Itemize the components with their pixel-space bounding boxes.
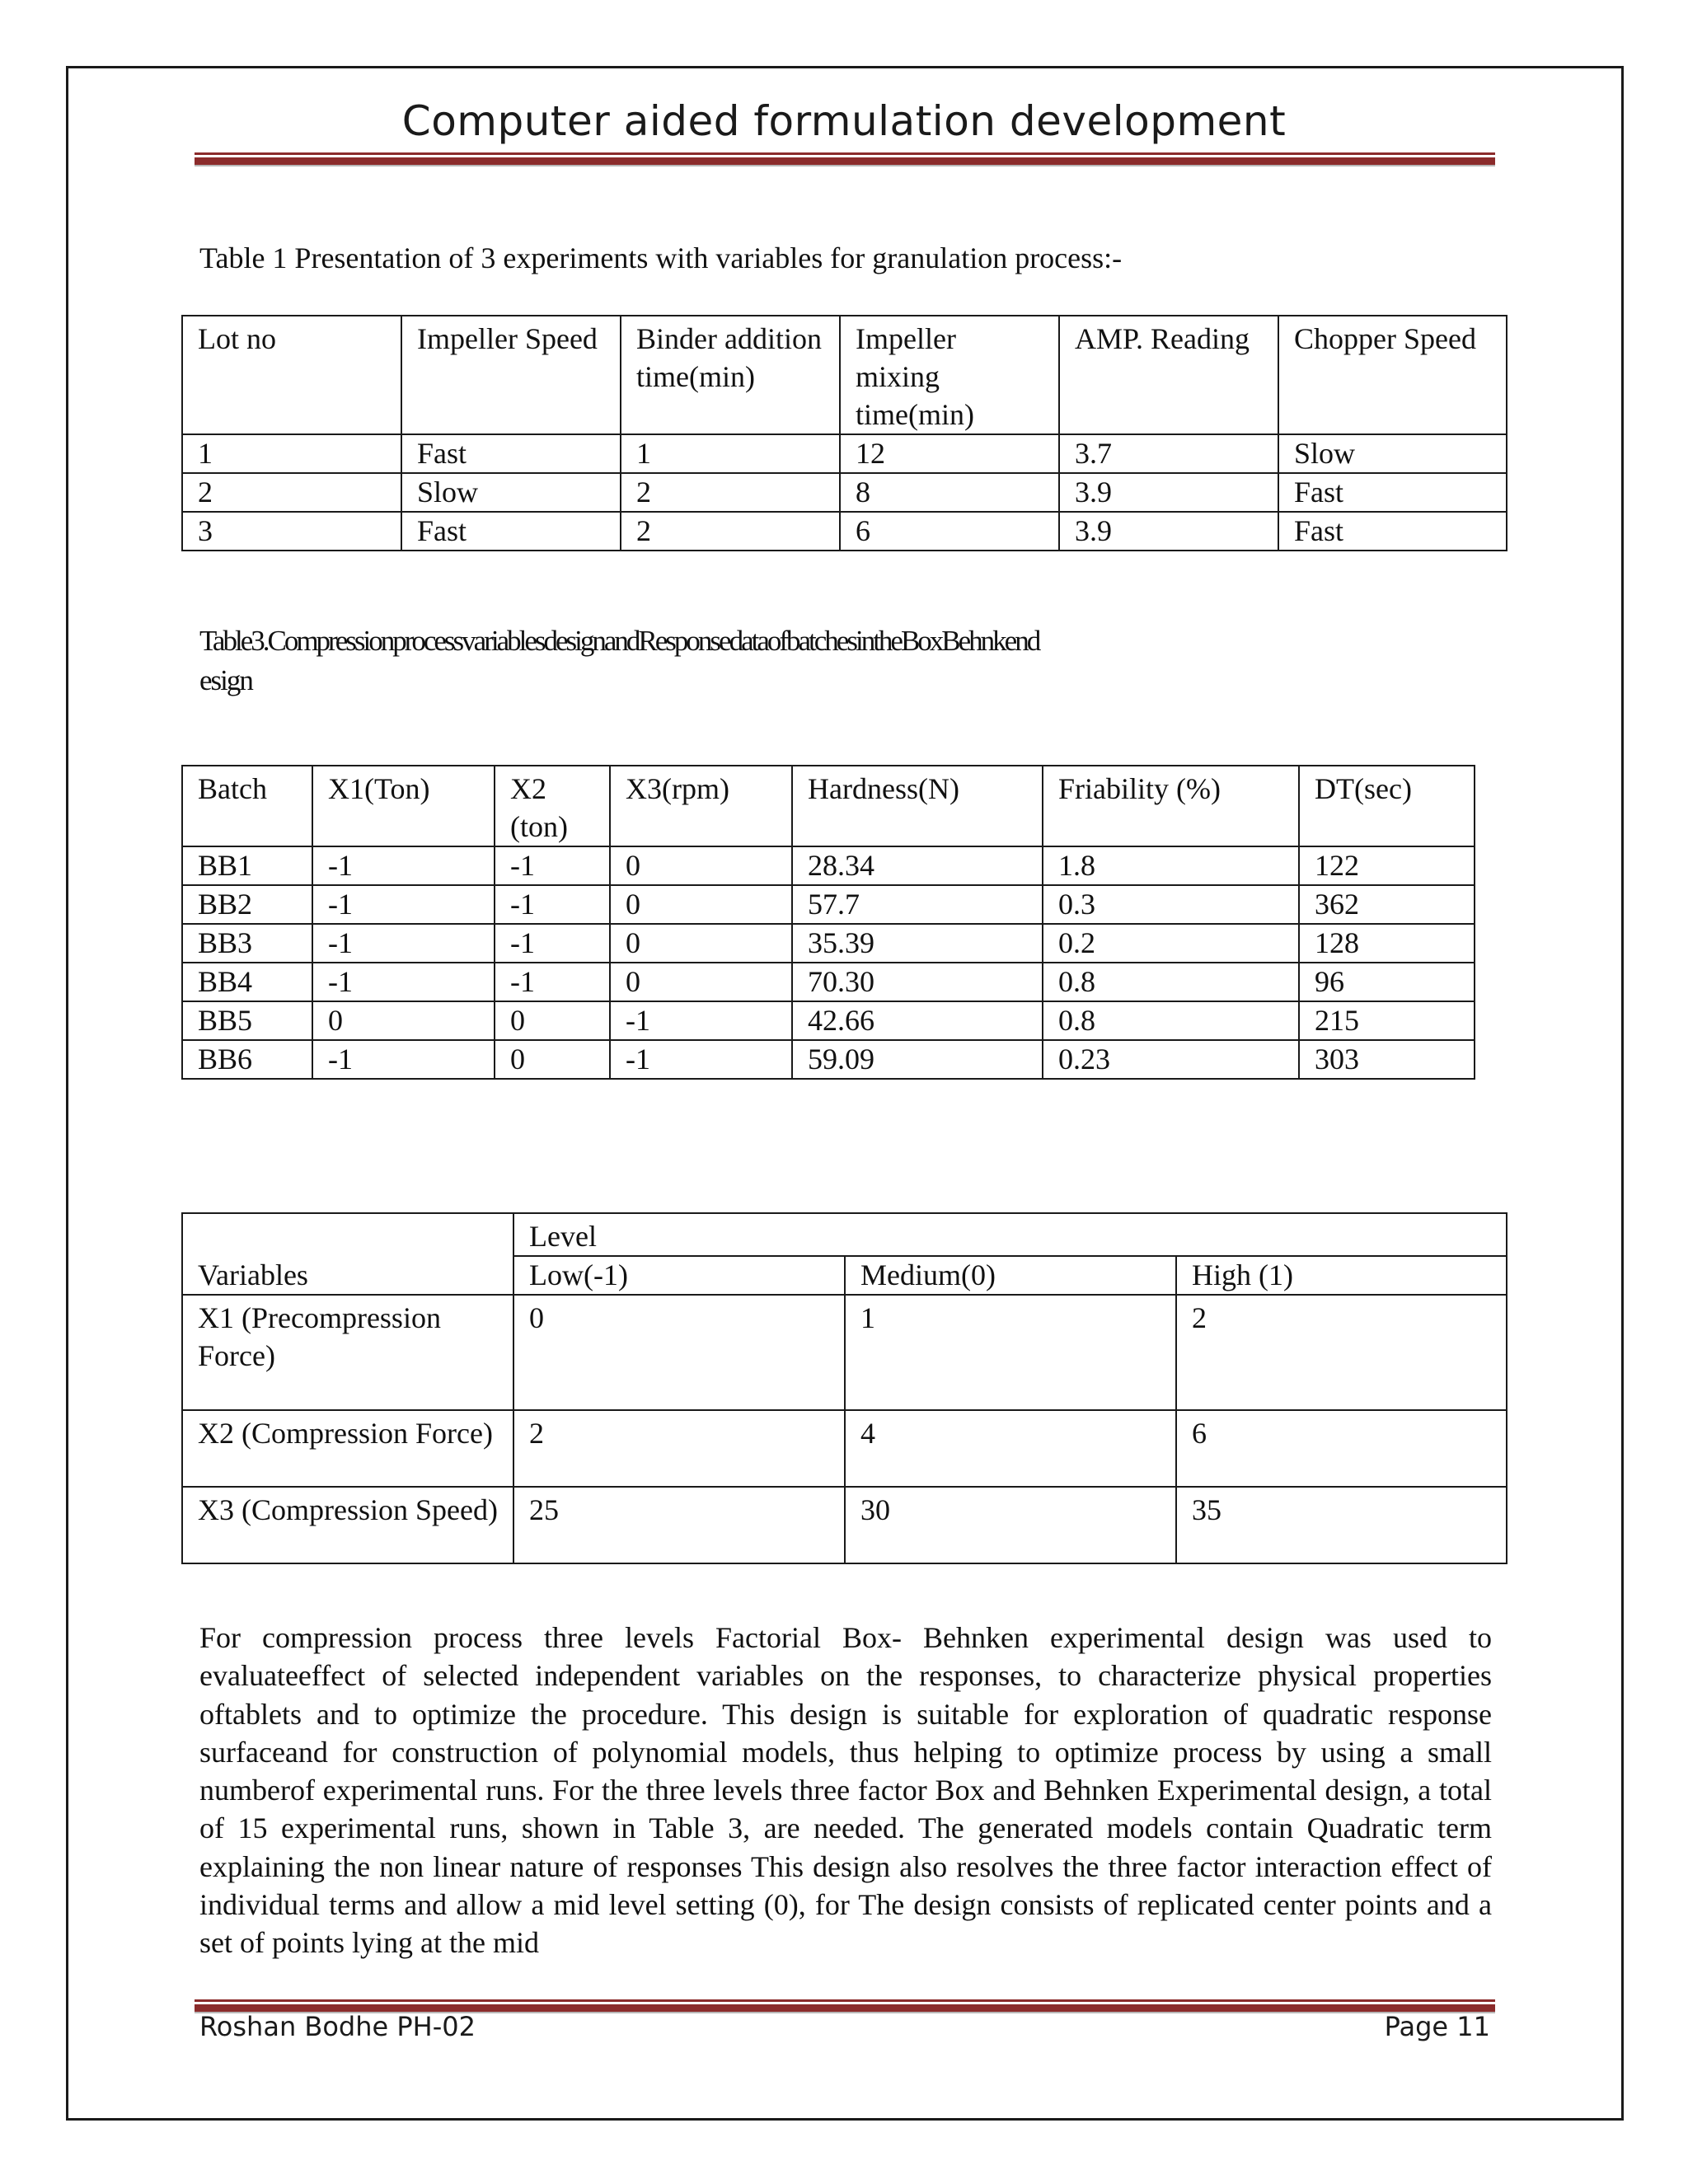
table-row: [182, 1410, 1507, 1487]
table-header-cell: Chopper Speed: [1278, 316, 1507, 434]
footer-author: Roshan Bodhe PH-02: [199, 2011, 476, 2042]
table-cell: 30: [845, 1487, 1176, 1563]
table-cell: 215: [1299, 1001, 1475, 1040]
table-header-cell: X1(Ton): [312, 766, 495, 846]
table-row: [182, 473, 1507, 512]
table-header-cell: X2 (ton): [495, 766, 610, 846]
table-cell: BB5: [182, 1001, 312, 1040]
table-cell: 28.34: [792, 846, 1043, 885]
compression-table: [181, 765, 1475, 1080]
table-cell: 0: [495, 1040, 610, 1079]
table-header-cell: Lot no: [182, 316, 401, 434]
table-row: [182, 846, 1475, 885]
table-cell: -1: [312, 885, 495, 924]
table-cell: -1: [312, 846, 495, 885]
table-header-cell: Binder addition time(min): [621, 316, 840, 434]
page-header-title: Computer aided formulation development: [401, 97, 1287, 145]
table-cell: 59.09: [792, 1040, 1043, 1079]
table-cell: 57.7: [792, 885, 1043, 924]
table-header-row: [182, 766, 1475, 846]
table-cell: 25: [513, 1487, 845, 1563]
table-header-cell: DT(sec): [1299, 766, 1475, 846]
variable-name-cell: X2 (Compression Force): [182, 1410, 513, 1487]
table-row: [182, 1295, 1507, 1410]
table-cell: -1: [312, 1040, 495, 1079]
table-row: [182, 1040, 1475, 1079]
table-header-cell: Hardness(N): [792, 766, 1043, 846]
table-cell: 12: [840, 434, 1059, 473]
table-cell: -1: [312, 963, 495, 1001]
table-cell: 3: [182, 512, 401, 551]
level-header-cell: Level: [513, 1213, 1507, 1256]
table-cell: 2: [621, 512, 840, 551]
header-rule: [195, 152, 1495, 166]
table-cell: 0.8: [1043, 1001, 1299, 1040]
table-cell: 3.7: [1059, 434, 1278, 473]
table-cell: 3.9: [1059, 512, 1278, 551]
table-cell: -1: [610, 1040, 792, 1079]
table-header-cell: AMP. Reading: [1059, 316, 1278, 434]
table1-caption: Table 1 Presentation of 3 experiments with variables for granulation process:-: [199, 241, 1123, 274]
table-cell: 122: [1299, 846, 1475, 885]
table-cell: -1: [495, 846, 610, 885]
table-cell: 3.9: [1059, 473, 1278, 512]
table-cell: 2: [182, 473, 401, 512]
table-cell: 6: [840, 512, 1059, 551]
table-cell: Slow: [1278, 434, 1507, 473]
table-cell: 2: [621, 473, 840, 512]
table-header-cell: Impeller mixing time(min): [840, 316, 1059, 434]
variable-name-cell: X3 (Compression Speed): [182, 1487, 513, 1563]
table-cell: 96: [1299, 963, 1475, 1001]
table-cell: 0: [610, 885, 792, 924]
table-header-row: [182, 316, 1507, 434]
table-cell: 35: [1176, 1487, 1507, 1563]
table-cell: 1.8: [1043, 846, 1299, 885]
variables-header: Variables: [198, 1258, 308, 1291]
table-cell: 0.8: [1043, 963, 1299, 1001]
table-cell: 0: [610, 924, 792, 963]
table-row: [182, 1001, 1475, 1040]
table-row: [182, 434, 1507, 473]
table-cell: 2: [1176, 1295, 1507, 1410]
table-cell: -1: [610, 1001, 792, 1040]
table-row: [182, 1487, 1507, 1563]
table-header-cell: X3(rpm): [610, 766, 792, 846]
table-cell: Fast: [1278, 512, 1507, 551]
table-cell: 0: [610, 846, 792, 885]
table-header-cell: Medium(0): [845, 1256, 1176, 1295]
body-paragraph: For compression process three levels Factorial Box- Behnken experimental design was used to evaluateeffect of selected independent variables on the responses, to characterize physical properties oftablets and to optimize the procedure. This design is suitable for exploration of quadratic response surfaceand for construction of polynomial models, thus helping to optimize process by using a small numberof experimental runs. For the three levels three factor Box and Behnken Experimental design, a total of 15 experimental runs, shown in Table 3, are needed. The generated models contain Quadratic term explaining the non linear nature of responses This design also resolves the three factor interaction effect of individual terms and allow a mid level setting (0), for The design consists of replicated center points and a set of points lying at the mid: [199, 1621, 1492, 1960]
table-cell: Slow: [401, 473, 621, 512]
table-cell: 70.30: [792, 963, 1043, 1001]
table-cell: Fast: [1278, 473, 1507, 512]
table3-caption-line1: Table3.CompressionprocessvariablesdesignandResponsedataofbatchesintheBoxBehnkend: [199, 625, 1039, 657]
granulation-table: [181, 315, 1507, 551]
table-cell: -1: [495, 963, 610, 1001]
table-cell: 2: [513, 1410, 845, 1487]
variable-levels-table: [181, 1212, 1507, 1564]
table-cell: BB1: [182, 846, 312, 885]
table-cell: 6: [1176, 1410, 1507, 1487]
variable-name-cell: X1 (Precompression Force): [182, 1295, 513, 1410]
table-cell: 1: [182, 434, 401, 473]
table-cell: 4: [845, 1410, 1176, 1487]
table-cell: -1: [495, 885, 610, 924]
table-cell: BB3: [182, 924, 312, 963]
table-header-cell: Friability (%): [1043, 766, 1299, 846]
table-cell: 128: [1299, 924, 1475, 963]
table-row: [182, 963, 1475, 1001]
table-row: [182, 512, 1507, 551]
table-header-cell: Low(-1): [513, 1256, 845, 1295]
table-cell: BB4: [182, 963, 312, 1001]
table-header-cell: Impeller Speed: [401, 316, 621, 434]
table-cell: BB2: [182, 885, 312, 924]
table-row: [182, 924, 1475, 963]
table-row: [182, 885, 1475, 924]
table-cell: -1: [495, 924, 610, 963]
table-cell: BB6: [182, 1040, 312, 1079]
table-cell: Fast: [401, 434, 621, 473]
table-cell: 0: [312, 1001, 495, 1040]
table-cell: -1: [312, 924, 495, 963]
table-cell: 0.23: [1043, 1040, 1299, 1079]
table-cell: 0.2: [1043, 924, 1299, 963]
table-cell: 0: [495, 1001, 610, 1040]
table-cell: 1: [845, 1295, 1176, 1410]
footer-page-number: Page 11: [1384, 2011, 1490, 2042]
table-cell: 0: [513, 1295, 845, 1410]
table3-caption-line2: esign: [199, 664, 252, 696]
table-header-cell: Batch: [182, 766, 312, 846]
table-cell: 35.39: [792, 924, 1043, 963]
table-cell: 0.3: [1043, 885, 1299, 924]
table-cell: 42.66: [792, 1001, 1043, 1040]
table-cell: 362: [1299, 885, 1475, 924]
table-cell: 1: [621, 434, 840, 473]
table-cell: 8: [840, 473, 1059, 512]
variables-header-cell: [182, 1213, 513, 1295]
table-cell: Fast: [401, 512, 621, 551]
table-cell: 0: [610, 963, 792, 1001]
table-header-cell: High (1): [1176, 1256, 1507, 1295]
level-header-row: [182, 1213, 1507, 1256]
table-cell: 303: [1299, 1040, 1475, 1079]
